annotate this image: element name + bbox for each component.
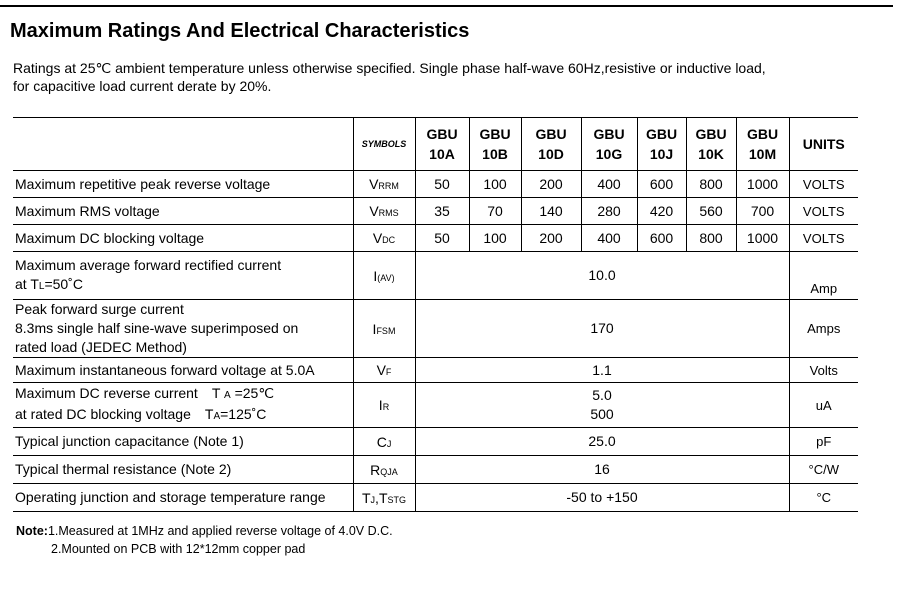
symbol-letter: I [378,397,383,413]
symbol-subscript: J [386,438,392,449]
parameter-line: Peak forward surge current [15,301,184,317]
value-cell: 70 [469,198,521,225]
symbol-letter: V [369,203,379,219]
parameter-line: Maximum average forward rectified current [15,256,282,273]
unit-cell: °C/W [808,462,839,477]
part-suffix: 10M [748,146,777,162]
part-suffix: 10G [595,146,623,162]
parameter-subscript: A [213,411,221,422]
symbols-header: SYMBOLS [353,118,415,171]
value-cell: 600 [637,171,686,198]
notes [16,522,393,558]
value-cell: 800 [686,171,736,198]
table-row [13,171,858,198]
value-cell: 100 [469,225,521,252]
parameter-text: T [204,406,214,422]
value-cell: 700 [736,198,789,225]
value-cell: 1000 [736,171,789,198]
parameter-label [13,300,353,358]
intro-line-1: Ratings at 25℃ ambient temperature unless otherwise specified. Single phase half-wave 60Hz,resistive or inductive load, [13,60,766,76]
symbol-letter: R [370,461,381,478]
unit-cell: Amp [810,281,838,296]
note-label: Note: [16,524,48,538]
top-rule [0,5,893,7]
parameter-text: T [211,385,221,401]
value-cell: 100 [469,171,521,198]
symbol-subscript: (AV) [377,272,395,283]
part-series: GBU [535,126,567,142]
value-cell: 560 [686,198,736,225]
value-line: 5.0 [592,387,612,403]
note-text: 1.Measured at 1MHz and applied reverse voltage of 4.0V D.C. [47,524,393,538]
part-header [469,118,521,171]
parameter-text: at T [15,275,39,292]
parameter-subscript: L [38,280,45,292]
value-cell: 200 [521,225,581,252]
symbol-cell [353,171,415,198]
symbol-subscript: STG [387,494,407,505]
symbol-cell [353,225,415,252]
value-cell: 35 [415,198,469,225]
value-cell: 280 [581,198,637,225]
symbol-subscript: RMS [378,208,399,218]
symbol-letter: C [376,433,387,450]
symbol-subscript: R [382,402,390,412]
parameter-line: rated load (JEDEC Method) [15,339,187,355]
units-header: UNITS [802,136,845,152]
parameter-label: Maximum instantaneous forward voltage at 5.0A [13,358,353,383]
table-row [13,300,858,358]
parameter-line [15,275,351,296]
parameter-subscript: A [224,390,231,401]
part-header [521,118,581,171]
symbol-letter: T [378,489,388,506]
unit-cell: °C [816,490,832,505]
value-cell: -50 to +150 [415,484,789,512]
symbol-cell [353,358,415,383]
symbol-separator: , [375,489,379,506]
value-cell: 10.0 [415,252,789,300]
parameter-label [13,383,353,428]
unit-cell: Amps [807,321,841,336]
table-row [13,225,858,252]
value-cell: 400 [581,171,637,198]
parameter-label: Maximum repetitive peak reverse voltage [13,171,353,198]
part-header [686,118,736,171]
value-cell: 1000 [736,225,789,252]
parameter-label: Maximum DC blocking voltage [13,225,353,252]
unit-cell: VOLTS [802,230,845,246]
part-series: GBU [426,126,458,142]
symbol-letter: V [376,362,386,378]
part-suffix: 10J [649,146,674,162]
table-row [13,252,858,300]
symbol-cell [353,383,415,428]
symbol-cell [353,300,415,358]
table-header-row [13,118,858,171]
part-series: GBU [645,126,678,142]
symbol-letter: I [373,267,378,284]
note-1 [16,522,393,540]
value-cell: 25.0 [415,428,789,456]
parameter-label: Typical thermal resistance (Note 2) [13,456,353,484]
value-cell: 16 [415,456,789,484]
part-header [637,118,686,171]
symbol-subscript: FSM [376,325,396,336]
table-row [13,358,858,383]
symbol-subscript: QJA [380,466,398,477]
table-row [13,428,858,456]
part-header [415,118,469,171]
part-suffix: 10K [698,146,724,162]
part-suffix: 10D [538,146,564,162]
symbol-letter: I [372,320,377,337]
parameter-label: Typical junction capacitance (Note 1) [13,428,353,456]
part-header [581,118,637,171]
symbol-subscript: DC [382,235,396,245]
value-cell: 400 [581,225,637,252]
symbol-cell [353,198,415,225]
part-series: GBU [746,126,779,142]
unit-cell: pF [816,434,832,449]
part-header [736,118,789,171]
table-row [13,383,858,428]
value-cell [415,383,789,428]
parameter-text: at rated DC blocking voltage [15,406,191,422]
value-cell: 1.1 [415,358,789,383]
unit-cell: VOLTS [802,203,845,219]
value-cell: 50 [415,225,469,252]
symbol-subscript: J [370,494,376,505]
parameter-line: 8.3ms single half sine-wave superimposed on [15,320,299,336]
symbol-letter: V [372,230,383,246]
value-cell: 140 [521,198,581,225]
parameter-label: Maximum RMS voltage [13,198,353,225]
value-cell: 600 [637,225,686,252]
part-series: GBU [479,126,511,142]
page-title: Maximum Ratings And Electrical Characteristics [10,20,470,42]
table-row [13,198,858,225]
value-cell: 420 [637,198,686,225]
symbol-letter: V [369,176,379,192]
part-suffix: 10A [429,146,455,162]
intro-text [13,59,766,95]
symbol-subscript: F [385,367,392,377]
parameter-text: Maximum DC reverse current [15,385,198,401]
symbol-cell [353,428,415,456]
note-2: 2.Mounted on PCB with 12*12mm copper pad [51,542,306,556]
value-line: 500 [590,406,614,422]
parameter-label [13,252,353,300]
table-row [13,484,858,512]
part-suffix: 10B [482,146,508,162]
part-series: GBU [593,126,625,142]
header-blank-cell [13,118,353,171]
parameter-text: =125˚C [220,406,267,422]
symbol-cell [353,484,415,512]
parameter-line [15,384,351,405]
unit-cell: VOLTS [802,176,845,192]
table-row [13,456,858,484]
parameter-label: Operating junction and storage temperature range [13,484,353,512]
value-cell: 170 [415,300,789,358]
parameter-text: =50˚C [44,275,83,292]
value-cell: 800 [686,225,736,252]
unit-cell: uA [815,397,832,413]
symbol-letter: T [361,489,371,506]
ratings-table [13,117,858,512]
parameter-line [15,405,351,426]
parameter-text: =25℃ [234,385,275,401]
symbol-subscript: RRM [378,181,399,191]
value-cell: 50 [415,171,469,198]
intro-line-2: for capacitive load current derate by 20%. [13,78,272,94]
unit-cell: Volts [809,362,838,378]
symbol-cell [353,252,415,300]
value-cell: 200 [521,171,581,198]
part-series: GBU [695,126,727,142]
symbol-cell [353,456,415,484]
